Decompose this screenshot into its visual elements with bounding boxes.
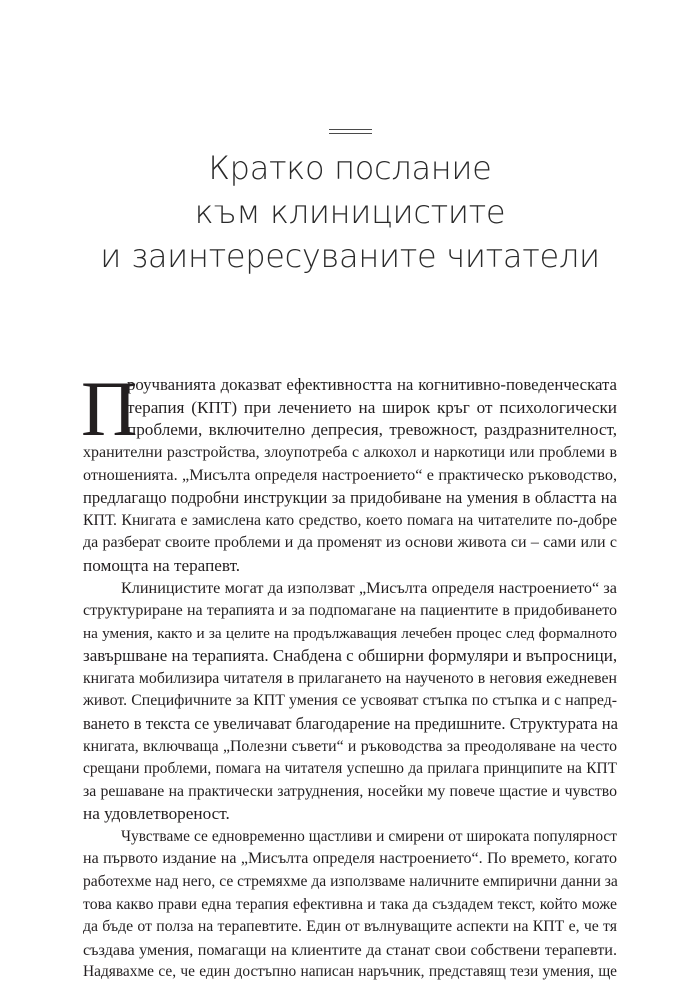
text-line: да разберат своите проблеми и да променят из основи живота си – сами или с: [83, 534, 617, 552]
text-line: завършване на терапията. Снабдена с обширни формуляри и въпросници,: [83, 646, 618, 666]
text-line: на умения, както и за целите на продължаващия лечебен процес след формалното: [83, 624, 617, 642]
paragraph-2: [83, 577, 617, 826]
text-line: книгата, включваща „Полезни съвети“ и ръководства за преодоляване на често: [83, 737, 617, 755]
text-line: КПТ. Книгата е замислена като средство, което помага на читателите по-добре: [83, 511, 617, 529]
text-line: живот. Специфичните за КПТ умения се усвояват стъпка по стъпка и с напред-: [83, 692, 617, 710]
text-line: хранителни разстройства, злоупотреба с алкохол и наркотици или проблеми в: [83, 443, 617, 461]
text-line: помощта на терапевт.: [83, 555, 241, 575]
text-line: да бъде от полза на терапевтите. Един от вълнуващите аспекти на КПТ е, че тя: [83, 918, 617, 936]
text-line: книгата мобилизира читателя в прилагането на наученото в неговия ежедневен: [83, 669, 617, 687]
text-line: структуриране на терапията и за подпомагане на пациентите в придобиването: [83, 601, 617, 619]
text-line: срещани проблеми, помага на читателя успешно да прилага принципите на КПТ: [83, 760, 617, 778]
ornament-rule-top: [329, 129, 372, 130]
text-line: на удовлетвореност.: [83, 804, 230, 824]
chapter-title-line: Кратко послание: [208, 149, 492, 187]
text-line: роучванията доказват ефективността на когнитивно-поведенческата: [127, 375, 617, 394]
text-line: проблеми, включително депресия, тревожност, раздразнителност,: [127, 420, 617, 440]
text-line: ването в текста се увеличават благодарение на предишните. Структурата на: [83, 713, 619, 733]
text-line: терапия (КПТ) при лечението на широк кръг от психологически: [127, 397, 617, 417]
chapter-title-line: и заинтересуваните читатели: [100, 237, 600, 275]
drop-cap: П: [81, 365, 138, 452]
text-line: отношенията. „Мисълта определя настроението“ е практическо ръководство,: [83, 466, 617, 485]
chapter-title: [80, 146, 620, 278]
text-line: на първото издание на „Мисълта определя настроението“. По времето, когато: [83, 850, 617, 868]
text-line: работехме над него, се стремяхме да използваме наличните емпирични данни за: [83, 873, 618, 891]
text-line: създава умения, помагащи на клиентите да станат свои собствени терапевти.: [83, 940, 617, 959]
text-line: Надявахме се, че един достъпно написан наръчник, представящ тези умения, ще: [83, 963, 617, 981]
text-line: Чувстваме се едновременно щастливи и смирени от широката популярност: [121, 827, 617, 845]
chapter-title-line: към клиницистите: [194, 193, 506, 231]
text-line: предлагащо подробни инструкции за придобиване на умения в областта на: [83, 487, 617, 507]
ornament-rule-bottom: [329, 133, 372, 134]
text-line: за решаване на практически затруднения, носейки му повече щастие и чувство: [83, 782, 617, 800]
text-line: Клиницистите могат да използват „Мисълта определя настроението“ за: [121, 579, 617, 598]
paragraph-3: [83, 826, 617, 984]
text-line: това какво прави една терапия ефективна и така да създадем текст, който може: [83, 895, 617, 913]
paragraph-1: [81, 365, 617, 577]
body-text: [81, 365, 619, 984]
